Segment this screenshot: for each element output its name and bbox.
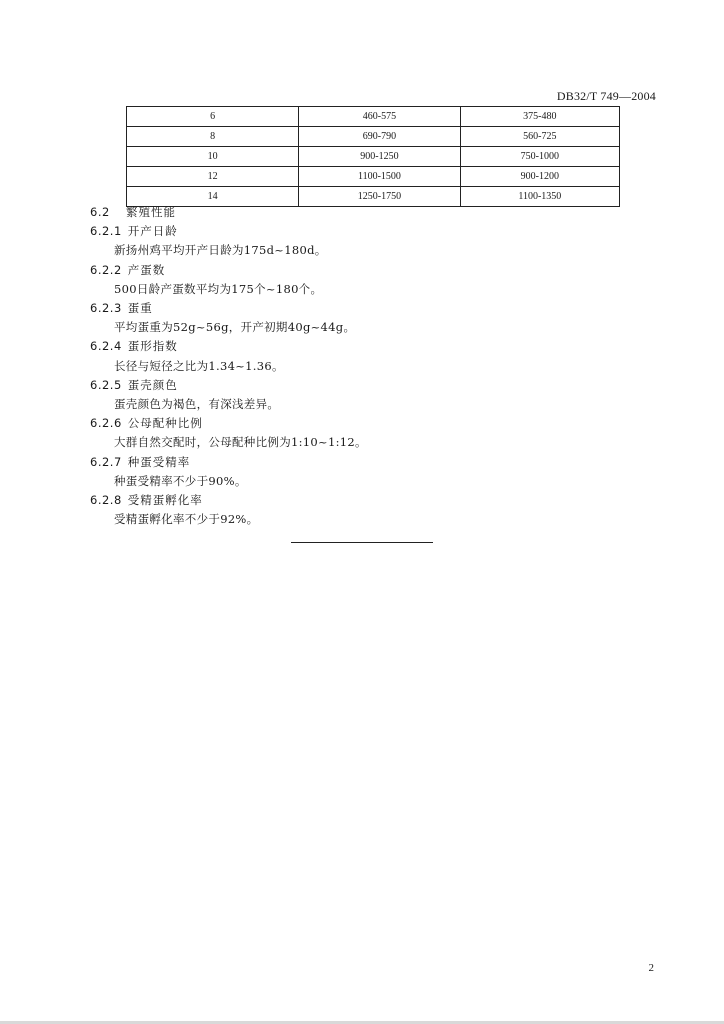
section-text: 种蛋受精率不少于90%。 [114, 473, 247, 488]
table-cell: 560-725 [460, 127, 619, 147]
table-cell: 10 [127, 147, 299, 167]
table-row [127, 147, 620, 167]
page-number: 2 [648, 962, 654, 974]
section-number: 6.2.8 [90, 493, 122, 508]
section-text: 新扬州鸡平均开产日龄为175d~180d。 [114, 243, 327, 258]
section-title: 蛋壳颜色 [127, 377, 178, 392]
section-number: 6.2 [90, 205, 110, 219]
section-text: 大群自然交配时，公母配种比例为1:10~1:12。 [114, 435, 367, 450]
table-cell: 1100-1500 [299, 167, 460, 187]
section-text: 平均蛋重为52g~56g，开产初期40g~44g。 [114, 320, 356, 335]
section-heading-6-2-2 [90, 261, 650, 280]
data-table [126, 106, 620, 207]
table-row [127, 127, 620, 147]
section-text: 蛋壳颜色为褐色，有深浅差异。 [114, 397, 280, 412]
table-cell: 1250-1750 [299, 187, 460, 207]
table-cell: 1100-1350 [460, 187, 619, 207]
table-cell: 750-1000 [460, 147, 619, 167]
section-heading-6-2-1 [90, 222, 650, 241]
section-title: 蛋重 [127, 301, 153, 316]
table-cell: 12 [127, 167, 299, 187]
document-code: DB32/T 749—2004 [556, 89, 656, 103]
section-number: 6.2.4 [90, 339, 122, 354]
table-cell: 690-790 [299, 127, 460, 147]
section-text: 长径与短径之比为1.34~1.36。 [114, 358, 284, 373]
section-title: 开产日龄 [127, 224, 178, 239]
table-row [127, 107, 620, 127]
section-heading-6-2-4 [90, 337, 650, 356]
table-cell: 900-1200 [460, 167, 619, 187]
end-of-document-rule [291, 542, 433, 543]
section-title: 繁殖性能 [126, 205, 176, 219]
table-cell: 900-1250 [299, 147, 460, 167]
section-title: 公母配种比例 [127, 416, 203, 431]
section-heading-6-2-8 [90, 491, 650, 510]
section-number: 6.2.7 [90, 454, 122, 469]
section-number: 6.2.2 [90, 262, 122, 277]
sections-block [90, 203, 650, 529]
table-cell: 14 [127, 187, 299, 207]
section-number: 6.2.6 [90, 416, 122, 431]
section-heading-6-2-5 [90, 376, 650, 395]
section-title: 种蛋受精率 [127, 454, 191, 469]
table-cell: 6 [127, 107, 299, 127]
section-number: 6.2.3 [90, 301, 122, 316]
section-title: 受精蛋孵化率 [127, 493, 203, 508]
table-cell: 375-480 [460, 107, 619, 127]
section-text: 受精蛋孵化率不少于92%。 [114, 512, 259, 527]
section-title: 蛋形指数 [127, 339, 178, 354]
section-text: 500日龄产蛋数平均为175个~180个。 [114, 281, 323, 296]
section-number: 6.2.1 [90, 224, 122, 239]
section-number: 6.2.5 [90, 377, 122, 392]
section-heading-6-2-3 [90, 299, 650, 318]
table-row [127, 167, 620, 187]
section-heading-6-2 [90, 203, 650, 222]
table-cell: 8 [127, 127, 299, 147]
section-heading-6-2-6 [90, 414, 650, 433]
section-heading-6-2-7 [90, 453, 650, 472]
table-cell: 460-575 [299, 107, 460, 127]
section-title: 产蛋数 [127, 262, 166, 277]
